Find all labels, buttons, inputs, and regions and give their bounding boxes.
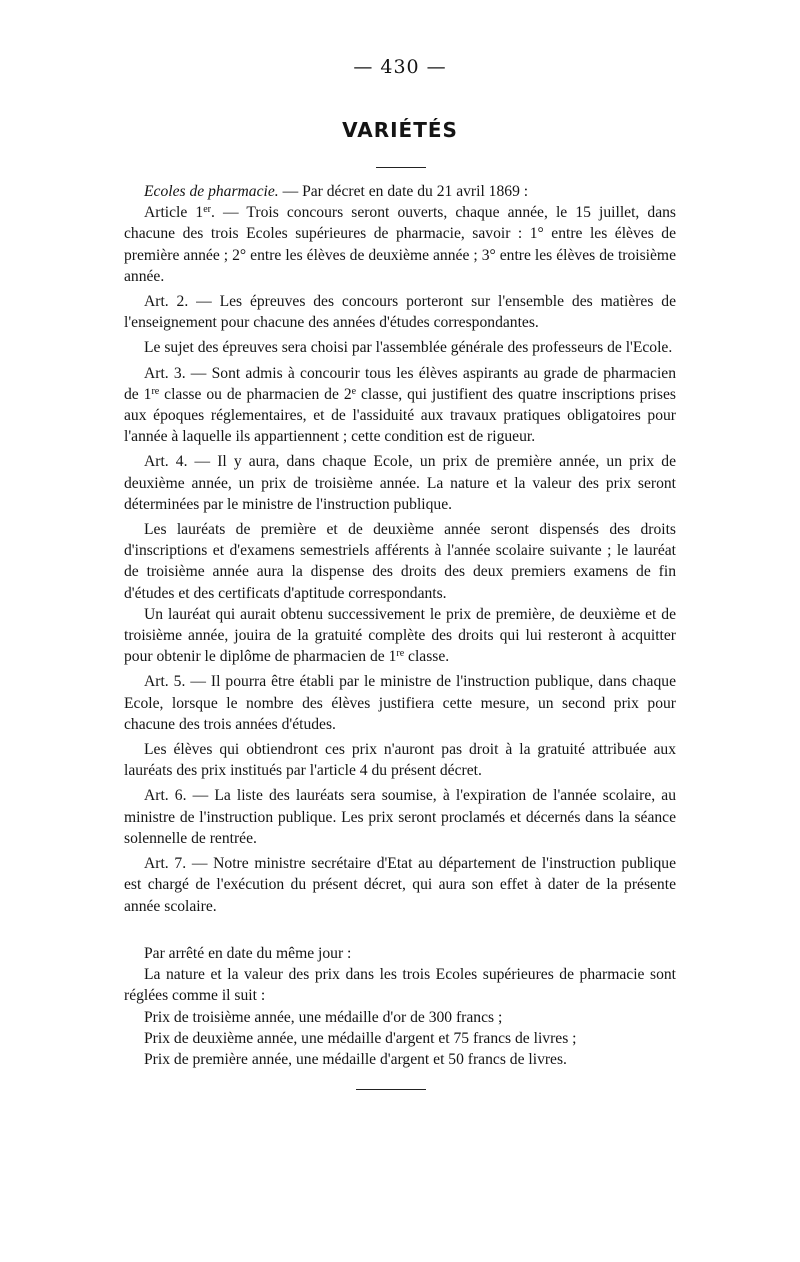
article-3-sup-1: re	[151, 385, 160, 397]
article-1-text: . — Trois concours seront ouverts, chaque année, le 15 juillet, dans chacune des trois Ecoles supérieures de pharmacie, savoir : 1° entre les élèves de première année ; 2° entre les élèves de deuxième année ; 3° entre les élèves de troisième année.	[124, 204, 676, 285]
article-1-label: Article 1	[144, 204, 204, 222]
article-3-text-c: classe, qui justifient des quatre inscriptions prises aux époques réglementaires, et de l'assiduité aux travaux pratiques obligatoires pour l'année à laquelle ils appartiennent ; cette condition est de rigueur.	[124, 385, 676, 446]
article-4: Art. 4. — Il y aura, dans chaque Ecole, un prix de première année, un prix de deuxième année, un prix de troisième année. La nature et la valeur des prix seront déterminées par le ministre de l'instruction publique.	[124, 453, 676, 513]
end-divider	[356, 1089, 426, 1090]
article-1-sup: er	[203, 204, 211, 216]
arrete-text	[124, 943, 676, 1070]
prize-third-year: Prix de troisième année, une médaille d'or de 300 francs ;	[144, 1008, 503, 1026]
article-7: Art. 7. — Notre ministre secrétaire d'Etat au département de l'instruction publique est chargé de l'exécution du présent décret, qui aura son effet à dater de la présente année scolaire.	[124, 855, 676, 915]
title-divider	[376, 167, 426, 168]
article-4-paragraph-2: Les lauréats de première et de deuxième année seront dispensés des droits d'inscriptions et d'examens semestriels afférents à l'année scolaire suivante ; le lauréat de troisième année aura la dispense des droits des deux premiers examens de fin d'études et des certificats d'aptitude correspondants.	[124, 521, 676, 602]
decree-text	[124, 181, 676, 917]
article-4-paragraph-3-text-a: Un lauréat qui aurait obtenu successivement le prix de première, de deuxième et de troisième année, jouira de la gratuité complète des droits qui lui resteront à acquitter pour obtenir le diplôme de pharmacien de 1	[124, 605, 676, 666]
article-3-text-a: Art. 3. — Sont admis à concourir tous les élèves aspirants au grade de pharmacien de 1	[124, 364, 676, 403]
article-2-paragraph-2: Le sujet des épreuves sera choisi par l'assemblée générale des professeurs de l'Ecole.	[144, 339, 673, 357]
prize-second-year: Prix de deuxième année, une médaille d'argent et 75 francs de livres ;	[144, 1029, 577, 1047]
decree-lead-title: Ecoles de pharmacie.	[144, 183, 279, 200]
article-3-sup-2: e	[351, 385, 357, 397]
article-3-text-b: classe ou de pharmacien de 2	[159, 385, 352, 403]
article-1	[124, 202, 676, 287]
article-4-paragraph-3	[124, 604, 676, 668]
page-number: — 430 —	[353, 56, 447, 78]
prize-first-year: Prix de première année, une médaille d'argent et 50 francs de livres.	[144, 1051, 567, 1069]
article-2: Art. 2. — Les épreuves des concours porteront sur l'ensemble des matières de l'enseignement pour chacune des années d'études correspondantes.	[124, 293, 676, 332]
arrete-intro: Par arrêté en date du même jour :	[144, 945, 352, 962]
article-6: Art. 6. — La liste des lauréats sera soumise, à l'expiration de l'année scolaire, au ministre de l'instruction publique. Les prix seront proclamés et décernés dans la séance solennelle de rentrée.	[124, 787, 676, 847]
article-5: Art. 5. — Il pourra être établi par le ministre de l'instruction publique, dans chaque Ecole, lorsque le nombre des élèves justifiera cette mesure, un second prix pour chacune des trois années d'études.	[124, 673, 676, 733]
article-3	[124, 363, 676, 448]
article-5-paragraph-2: Les élèves qui obtiendront ces prix n'auront pas droit à la gratuité attribuée aux lauréats des prix institués par l'article 4 du présent décret.	[124, 741, 676, 780]
decree-lead	[124, 181, 676, 202]
arrete-nature: La nature et la valeur des prix dans les trois Ecoles supérieures de pharmacie sont réglées comme il suit :	[124, 966, 676, 1005]
section-title: VARIÉTÉS	[342, 118, 458, 142]
article-4-paragraph-3-sup: re	[396, 648, 405, 660]
decree-lead-rest: — Par décret en date du 21 avril 1869 :	[278, 183, 529, 200]
article-4-paragraph-3-text-b: classe.	[404, 648, 450, 666]
